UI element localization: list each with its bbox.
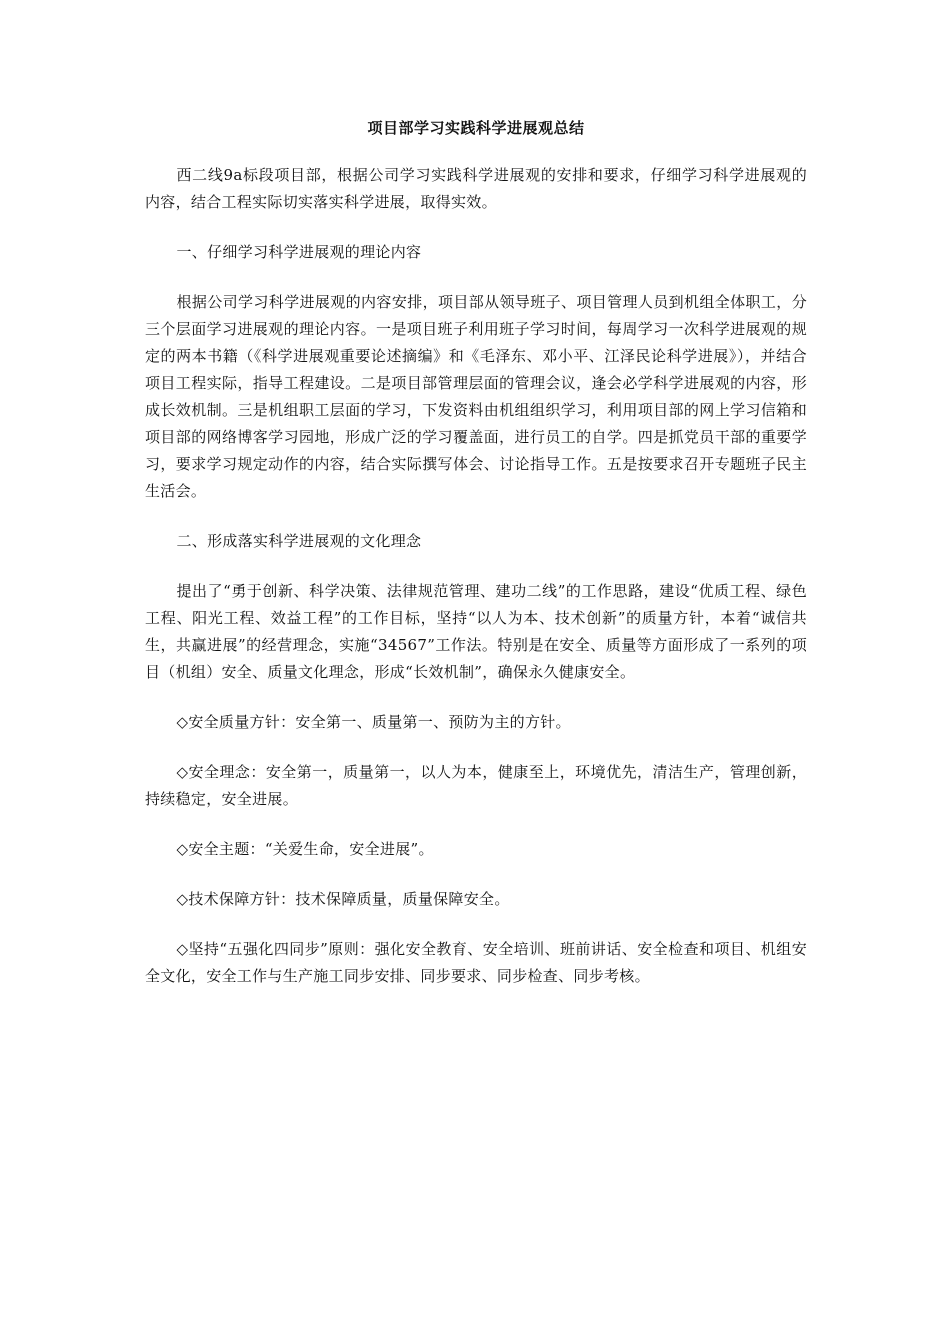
section-heading-2: 二、形成落实科学进展观的文化理念 xyxy=(176,532,422,550)
paragraph-culture-concept: 提出了“勇于创新、科学决策、法律规范管理、建功二线”的工作思路，建设“优质工程、绿色工程、阳光工程、效益工程”的工作目标，坚持“以人为本、技术创新”的质量方针，本着“诚信共生，共赢进展”的经营理念，实施“34567”工作法。特别是在安全、质量等方面形成了一系列的项目（机组）安全、质量文化理念，形成“长效机制”，确保永久健康安全。 xyxy=(145,582,807,681)
document-page xyxy=(145,118,807,1013)
paragraph-study-content: 根据公司学习科学进展观的内容安排，项目部从领导班子、项目管理人员到机组全体职工，分三个层面学习进展观的理论内容。一是项目班子利用班子学习时间，每周学习一次科学进展观的规定的两本书籍（《科学进展观重要论述摘编》和《毛泽东、邓小平、江泽民论科学进展》），并结合项目工程实际，指导工程建设。二是项目部管理层面的管理会议，逢会必学科学进展观的内容，形成长效机制。三是机组职工层面的学习，下发资料由机组组织学习，利用项目部的网上学习信箱和项目部的网络博客学习园地，形成广泛的学习覆盖面，进行员工的自学。四是抓党员干部的重要学习，要求学习规定动作的内容，结合实际撰写体会、讨论指导工作。五是按要求召开专题班子民主生活会。 xyxy=(145,293,807,500)
bullet-safety-quality-policy: ◇安全质量方针：安全第一、质量第一、预防为主的方针。 xyxy=(176,713,571,731)
section-heading-1: 一、仔细学习科学进展观的理论内容 xyxy=(176,243,422,261)
bullet-technical-guarantee: ◇技术保障方针：技术保障质量，质量保障安全。 xyxy=(176,890,510,908)
document-title: 项目部学习实践科学进展观总结 xyxy=(367,119,585,137)
paragraph-intro: 西二线9a标段项目部，根据公司学习实践科学进展观的安排和要求，仔细学习科学进展观的内容，结合工程实际切实落实科学进展，取得实效。 xyxy=(145,166,807,211)
bullet-safety-concept: ◇安全理念：安全第一，质量第一，以人为本，健康至上，环境优先，清洁生产，管理创新，持续稳定，安全进展。 xyxy=(145,763,807,808)
bullet-five-four-principle: ◇坚持“五强化四同步”原则：强化安全教育、安全培训、班前讲话、安全检查和项目、机组安全文化，安全工作与生产施工同步安排、同步要求、同步检查、同步考核。 xyxy=(145,940,807,985)
bullet-safety-theme: ◇安全主题：“关爱生命，安全进展”。 xyxy=(176,840,434,858)
